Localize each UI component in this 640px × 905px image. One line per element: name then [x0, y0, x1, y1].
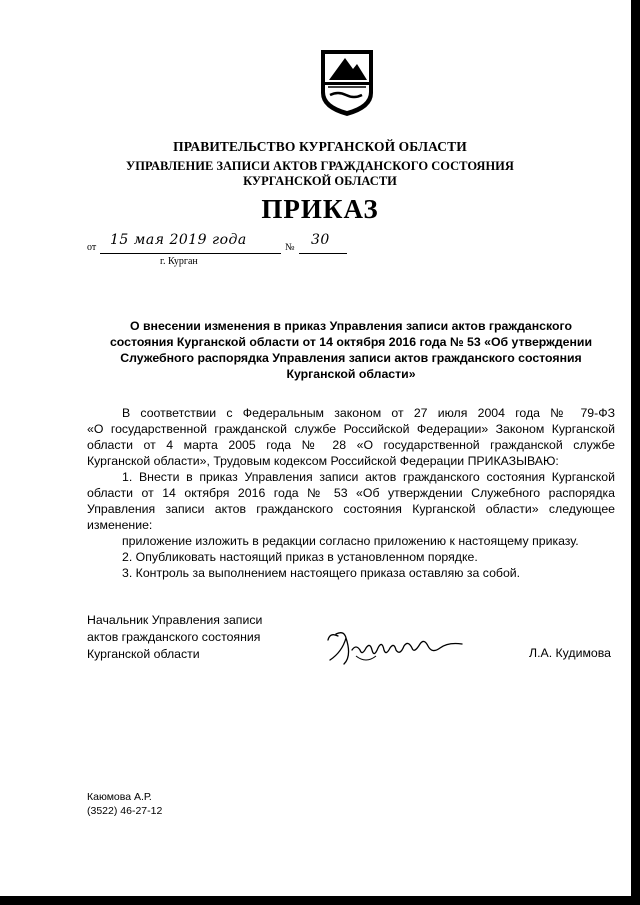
number-field: [299, 232, 347, 254]
subject-line: О внесении изменения в приказ Управления записи актов гражданского: [129, 319, 572, 333]
executor-info: [87, 790, 162, 818]
document-subject: [80, 318, 622, 382]
body-line: изменение:: [87, 518, 153, 532]
signatory-name: Л.А. Кудимова: [529, 646, 611, 660]
body-line: 1. Внести в приказ Управления записи актов гражданского состояния Курганской: [122, 470, 615, 484]
city: г. Курган: [160, 256, 198, 267]
body-line: приложение изложить в редакции согласно приложению к настоящему приказу.: [122, 534, 579, 548]
body-line: области от 14 октября 2016 года № 53 «Об утверждении Служебного распорядка: [87, 486, 615, 500]
subject-line: Служебного распорядка Управления записи актов гражданского состояния: [120, 351, 582, 365]
document-body: [87, 405, 615, 581]
body-line: 2. Опубликовать настоящий приказ в установленном порядке.: [122, 550, 478, 564]
number-value: 30: [311, 232, 330, 248]
date-prefix: от: [87, 242, 97, 253]
body-line: области от 4 марта 2005 года № 28 «О государственной гражданской службе: [87, 438, 615, 452]
date-field: [100, 232, 281, 254]
body-line: В соответствии с Федеральным законом от 27 июля 2004 года № 79-ФЗ: [122, 406, 615, 420]
body-line: Управления записи актов гражданского состояния Курганской области» следующее: [87, 502, 615, 516]
number-prefix: №: [285, 242, 295, 253]
subject-line: состояния Курганской области от 14 октября 2016 года № 53 «Об утверждении: [109, 335, 593, 349]
body-line: «О государственной гражданской службе Российской Федерации» Законом Курганской: [87, 422, 615, 436]
scan-border-bottom: [0, 896, 640, 905]
signatory-position-line: Начальник Управления записи: [87, 613, 263, 627]
date-value: 15 мая 2019 года: [110, 232, 247, 248]
coat-of-arms-icon: [318, 47, 376, 119]
department-name-line1: УПРАВЛЕНИЕ ЗАПИСИ АКТОВ ГРАЖДАНСКОГО СОСТОЯНИЯ: [126, 159, 514, 173]
signatory-position: [87, 612, 262, 663]
signatory-position-line: Курганской области: [87, 647, 200, 661]
handwritten-signature: [316, 626, 466, 668]
scan-border-right: [631, 0, 640, 905]
subject-line: Курганской области»: [286, 367, 416, 381]
department-name-line2: КУРГАНСКОЙ ОБЛАСТИ: [243, 174, 397, 188]
body-line: 3. Контроль за выполнением настоящего приказа оставляю за собой.: [122, 566, 521, 580]
executor-name: Каюмова А.Р.: [87, 791, 152, 803]
document-type-title: ПРИКАЗ: [261, 194, 379, 224]
executor-phone: (3522) 46-27-12: [87, 805, 163, 817]
body-line: Курганской области», Трудовым кодексом Российской Федерации ПРИКАЗЫВАЮ:: [87, 454, 559, 468]
org-name: ПРАВИТЕЛЬСТВО КУРГАНСКОЙ ОБЛАСТИ: [173, 139, 467, 154]
signatory-position-line: актов гражданского состояния: [87, 630, 261, 644]
